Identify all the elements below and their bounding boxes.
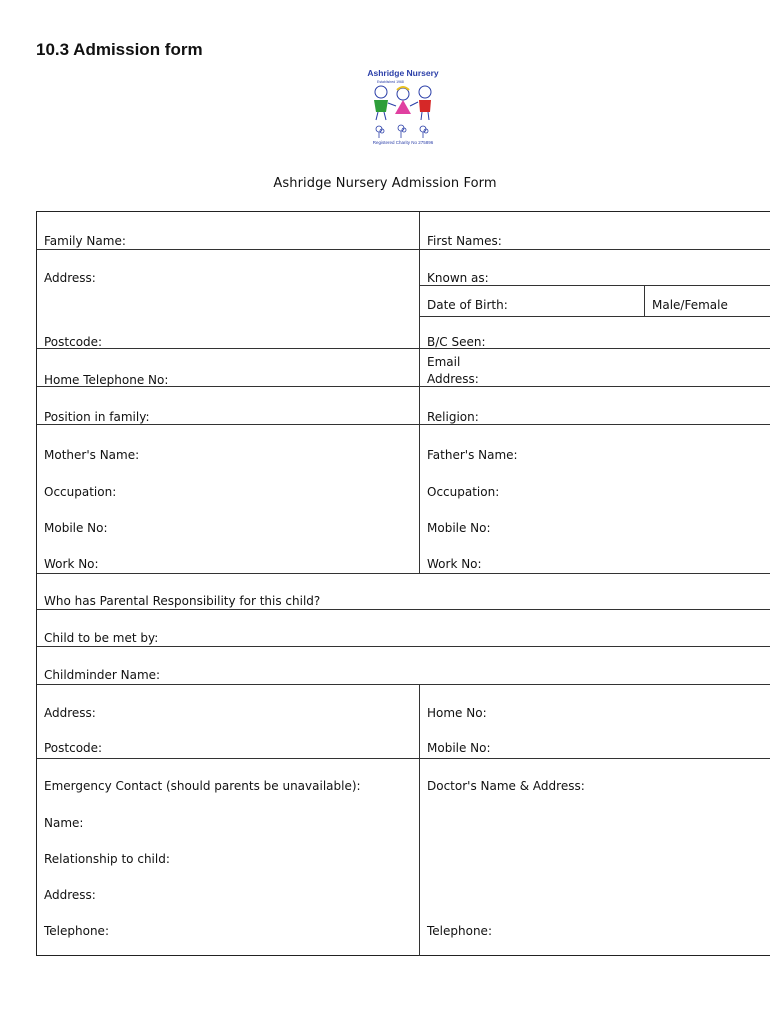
first-names-field[interactable]: First Names:	[427, 234, 502, 248]
logo-name: Ashridge Nursery	[367, 68, 439, 78]
childminder-mobile-field[interactable]: Mobile No:	[427, 741, 491, 755]
column-divider	[644, 285, 645, 316]
emergency-contact-heading: Emergency Contact (should parents be unavailable):	[44, 779, 361, 793]
father-mobile-field[interactable]: Mobile No:	[427, 521, 491, 535]
children-illustration-icon	[365, 82, 441, 140]
father-occupation-field[interactable]: Occupation:	[427, 485, 500, 499]
childminder-name-field[interactable]: Childminder Name:	[44, 668, 161, 682]
emergency-telephone-field[interactable]: Telephone:	[44, 924, 109, 938]
childminder-postcode-field[interactable]: Postcode:	[44, 741, 103, 755]
nursery-logo	[357, 66, 449, 152]
admission-form-table	[36, 211, 770, 956]
logo-established: Established 1968	[377, 80, 404, 84]
mother-mobile-field[interactable]: Mobile No:	[44, 521, 108, 535]
postcode-field[interactable]: Postcode:	[44, 335, 103, 349]
mother-occupation-field[interactable]: Occupation:	[44, 485, 117, 499]
father-work-field[interactable]: Work No:	[427, 557, 482, 571]
row-divider	[419, 285, 770, 286]
row-divider	[419, 249, 770, 250]
childminder-address-field[interactable]: Address:	[44, 706, 96, 720]
emergency-name-field[interactable]: Name:	[44, 816, 84, 830]
religion-field[interactable]: Religion:	[427, 410, 479, 424]
row-divider	[37, 646, 770, 647]
emergency-address-field[interactable]: Address:	[44, 888, 96, 902]
row-divider	[37, 424, 770, 425]
row-divider	[37, 758, 770, 759]
row-divider	[419, 316, 770, 317]
row-divider	[37, 684, 770, 685]
childminder-home-no-field[interactable]: Home No:	[427, 706, 487, 720]
known-as-field[interactable]: Known as:	[427, 271, 489, 285]
fathers-name-field[interactable]: Father's Name:	[427, 448, 518, 462]
doctor-telephone-field[interactable]: Telephone:	[427, 924, 492, 938]
emergency-relationship-field[interactable]: Relationship to child:	[44, 852, 170, 866]
email-address-field[interactable]: Address:	[427, 372, 479, 386]
mother-work-field[interactable]: Work No:	[44, 557, 99, 571]
doctor-name-address-field[interactable]: Doctor's Name & Address:	[427, 779, 585, 793]
family-name-field[interactable]: Family Name:	[44, 234, 126, 248]
date-of-birth-field[interactable]: Date of Birth:	[427, 298, 508, 312]
column-divider	[419, 684, 420, 956]
mothers-name-field[interactable]: Mother's Name:	[44, 448, 140, 462]
male-female-field[interactable]: Male/Female	[652, 298, 728, 312]
logo-charity-number: Registered Charity No 275896	[372, 140, 434, 145]
form-title: Ashridge Nursery Admission Form	[273, 176, 497, 191]
parental-responsibility-field[interactable]: Who has Parental Responsibility for this child?	[44, 594, 321, 608]
row-divider	[37, 573, 770, 574]
home-telephone-field[interactable]: Home Telephone No:	[44, 373, 169, 387]
position-in-family-field[interactable]: Position in family:	[44, 410, 150, 424]
child-met-by-field[interactable]: Child to be met by:	[44, 631, 159, 645]
email-label-line1: Email	[427, 355, 461, 369]
column-divider	[419, 212, 420, 573]
bc-seen-field[interactable]: B/C Seen:	[427, 335, 486, 349]
section-heading: 10.3 Admission form	[36, 40, 203, 59]
row-divider	[37, 609, 770, 610]
address-field[interactable]: Address:	[44, 271, 96, 285]
row-divider	[37, 249, 419, 250]
